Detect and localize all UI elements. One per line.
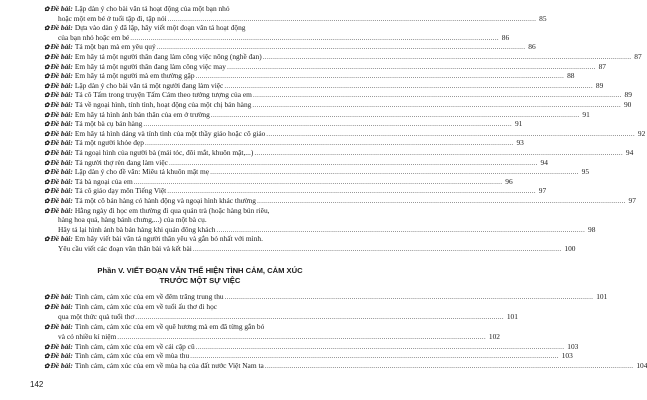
toc-entry — [44, 351, 573, 361]
entry-marker — [44, 342, 73, 352]
entry-page-number: 93 — [516, 138, 524, 148]
dot-leader — [224, 81, 593, 90]
entry-title: Em hãy viết bài văn tả người thân yêu và gắn bó nhất với mình. — [74, 234, 263, 244]
flower-bullet-icon: ✿ — [44, 140, 50, 148]
entry-page-number: 85 — [539, 13, 547, 23]
dot-leader — [253, 90, 622, 99]
entry-title: Tình cảm, cảm xúc của em về cái cặp cũ — [74, 341, 195, 351]
entry-page-number: 103 — [561, 351, 573, 361]
entry-page-number: 94 — [540, 157, 548, 167]
flower-bullet-icon: ✿ — [44, 198, 50, 205]
entry-page-number: 103 — [567, 341, 579, 351]
entry-title: Tả một người khỏe đẹp — [74, 138, 144, 148]
entry-marker-label: Đề bài: — [50, 42, 73, 52]
toc-entry — [44, 32, 510, 42]
dot-leader — [254, 148, 623, 157]
entry-title: Tả một bà cụ bán hàng — [74, 119, 143, 129]
flower-bullet-icon: ✿ — [44, 92, 50, 100]
entry-marker — [44, 351, 73, 361]
entry-title: Tình cảm, cảm xúc của em về mùa thu — [74, 351, 190, 361]
flower-bullet-icon: ✿ — [44, 303, 50, 311]
toc-entry — [44, 341, 579, 352]
dot-leader — [265, 361, 634, 370]
entry-marker-label: Đề bài: — [50, 341, 73, 351]
entry-page-number: 89 — [595, 80, 604, 90]
entry-title: qua một thức quà tuổi thơ — [58, 311, 135, 321]
entry-page-number: 92 — [637, 128, 646, 138]
entry-page-number: 101 — [596, 292, 608, 301]
entry-title: Tả cô Tấm trong truyện Tấm Cám theo tưởng tượng của em — [74, 90, 252, 100]
flower-bullet-icon: ✿ — [44, 82, 50, 90]
entry-title: Yêu cầu viết các đoạn văn thân bài và kết bài — [58, 244, 192, 253]
flower-bullet-icon: ✿ — [44, 25, 50, 33]
entry-marker-label: Đề bài: — [50, 176, 73, 186]
dot-leader — [157, 42, 526, 51]
entry-page-number: 104 — [636, 361, 647, 371]
entry-marker-label: Đề bài: — [50, 128, 73, 138]
entry-marker — [44, 322, 73, 332]
entry-page-number: 98 — [588, 224, 596, 234]
dot-leader — [266, 129, 635, 138]
entry-marker-label: Đề bài: — [50, 205, 73, 215]
entry-marker-label: Đề bài: — [50, 292, 73, 301]
dot-leader — [169, 158, 538, 167]
dot-leader — [211, 110, 580, 119]
entry-page-number: 91 — [582, 109, 590, 119]
entry-page-number: 86 — [528, 42, 536, 52]
entry-title: Hãy tả lại hình ảnh bà bán hàng khi quán đông khách — [58, 224, 216, 234]
entry-marker-label: Đề bài: — [50, 234, 73, 244]
entry-marker-label: Đề bài: — [50, 4, 73, 13]
flower-bullet-icon: ✿ — [44, 343, 50, 351]
flower-bullet-icon: ✿ — [44, 54, 50, 61]
flower-bullet-icon: ✿ — [44, 323, 50, 331]
entry-title: Lập dàn ý cho bài văn tả hoạt động của một bạn nhỏ — [74, 4, 230, 13]
entry-page-number: 97 — [538, 186, 547, 196]
entry-marker-label: Đề bài: — [50, 71, 73, 81]
entry-marker-label: Đề bài: — [50, 52, 73, 61]
entry-title: Em hãy tả hình ảnh bản thân của em ở trường — [74, 109, 210, 119]
entry-page-number: 96 — [505, 176, 513, 186]
entry-marker-label: Đề bài: — [50, 157, 73, 167]
flower-bullet-icon: ✿ — [44, 169, 50, 177]
entry-marker-label: Đề bài: — [50, 148, 73, 157]
dot-leader — [193, 244, 562, 253]
toc-entry — [44, 292, 608, 302]
flower-bullet-icon: ✿ — [44, 294, 50, 301]
entry-marker-label: Đề bài: — [50, 80, 73, 90]
dot-leader — [167, 186, 536, 195]
dot-leader — [134, 177, 503, 186]
dot-leader — [145, 138, 514, 147]
flower-bullet-icon: ✿ — [44, 63, 50, 71]
entry-marker — [44, 302, 73, 312]
entry-marker-label: Đề bài: — [50, 61, 73, 71]
dot-leader — [227, 62, 596, 71]
entry-page-number: 94 — [625, 148, 634, 157]
entry-marker — [44, 361, 73, 371]
flower-bullet-icon: ✿ — [44, 44, 50, 52]
dot-leader — [135, 312, 504, 321]
dot-leader — [252, 100, 621, 109]
entry-title: Tình cảm, cảm xúc của em về quê hương mà em đã từng gắn bó — [74, 321, 265, 331]
flower-bullet-icon: ✿ — [44, 111, 50, 119]
entry-marker-label: Đề bài: — [50, 351, 73, 361]
entry-title: hàng hoa quả, hàng bánh chưng,...) của một bà cụ. — [58, 215, 207, 225]
toc-entry — [44, 322, 358, 332]
toc-entry — [44, 331, 500, 341]
entry-marker-label: Đề bài: — [50, 23, 73, 33]
dot-leader — [210, 167, 579, 176]
entry-title: Tả một cô bán hàng có hành động và ngoại hình khác thường — [74, 196, 256, 205]
dot-leader — [196, 342, 565, 351]
entry-title: Tả người thợ rèn đang làm việc — [74, 157, 168, 167]
toc-entry — [44, 224, 596, 234]
flower-bullet-icon: ✿ — [44, 188, 50, 196]
entry-title: Tình cảm, cảm xúc của em về tuổi ấu thơ đi học — [74, 301, 218, 311]
entry-title: hoặc một em bé ở tuổi tập đi, tập nói — [58, 13, 167, 23]
toc-entry — [44, 311, 518, 321]
entry-title: và có nhiều kỉ niệm — [58, 331, 117, 341]
section-title-line1: Phần V. VIẾT ĐOẠN VĂN THỂ HIỆN TÌNH CẢM, CẢM XÚC — [97, 266, 303, 275]
flower-bullet-icon: ✿ — [44, 207, 50, 215]
entry-marker-label: Đề bài: — [50, 186, 73, 196]
entry-title: Lập dàn ý cho bài văn tả một người đang làm việc — [74, 80, 224, 90]
entry-title: Tình cảm, cảm xúc của em về mùa hạ của đất nước Việt Nam ta — [74, 361, 264, 371]
flower-bullet-icon: ✿ — [44, 102, 50, 109]
entry-title: Tả ngoại hình của người bà (mái tóc, đôi mắt, khuôn mặt,...) — [74, 148, 254, 157]
entry-page-number: 100 — [564, 244, 576, 253]
flower-bullet-icon: ✿ — [44, 121, 50, 129]
entry-marker-label: Đề bài: — [50, 119, 73, 129]
dot-leader — [168, 14, 537, 23]
entry-page-number: 97 — [628, 196, 636, 205]
entry-page-number: 95 — [581, 167, 590, 177]
flower-bullet-icon: ✿ — [44, 178, 50, 186]
flower-bullet-icon: ✿ — [44, 150, 50, 157]
entry-title: Tả bà ngoại của em — [74, 176, 133, 186]
entry-title: Tả về ngoại hình, tính tình, hoạt động của một chị bán hàng — [74, 100, 252, 109]
entry-page-number: 86 — [501, 32, 510, 42]
section-title-line2: TRƯỚC MỘT SỰ VIỆC — [159, 276, 241, 285]
flower-bullet-icon: ✿ — [44, 130, 50, 138]
flower-bullet-icon: ✿ — [44, 363, 50, 371]
entry-title: Tình cảm, cảm xúc của em về đêm trăng trung thu — [74, 292, 224, 301]
entry-title: Tả một bạn mà em yêu quý — [74, 42, 156, 52]
entry-marker-label: Đề bài: — [50, 90, 73, 100]
dot-leader — [196, 71, 565, 80]
entry-marker-label: Đề bài: — [50, 138, 73, 148]
entry-marker-label: Đề bài: — [50, 196, 73, 205]
entry-title: của bạn nhỏ hoặc em bé — [58, 32, 130, 42]
entry-marker-label: Đề bài: — [50, 321, 73, 331]
dot-leader — [225, 292, 594, 301]
entry-marker-label: Đề bài: — [50, 301, 73, 311]
entry-title: Lập dàn ý cho đề văn: Miêu tả khuôn mặt mẹ — [74, 167, 210, 177]
entry-page-number: 102 — [488, 331, 500, 341]
entry-page-number: 101 — [506, 311, 518, 321]
dot-leader — [117, 332, 486, 341]
page-number: 142 — [30, 380, 44, 389]
dot-leader — [143, 119, 512, 128]
flower-bullet-icon: ✿ — [44, 73, 50, 81]
entry-title: Em hãy tả hình dáng và tính tình của một thầy giáo hoặc cô giáo — [74, 128, 266, 138]
entry-title: Hằng ngày đi học em thường đi qua quán trà (hoặc hàng bún riêu, — [74, 205, 270, 215]
flower-bullet-icon: ✿ — [44, 353, 50, 361]
entry-page-number: 91 — [514, 119, 523, 129]
toc-entry — [44, 302, 358, 312]
entry-title: Em hãy tả một người thân đang làm công việc nông (nghề đan) — [74, 52, 262, 61]
flower-bullet-icon: ✿ — [44, 6, 50, 13]
toc-entry — [44, 244, 576, 253]
dot-leader — [263, 52, 632, 61]
toc-entry — [44, 361, 647, 371]
flower-bullet-icon: ✿ — [44, 236, 50, 244]
entry-page-number: 88 — [567, 71, 575, 81]
entry-title: Em hãy tả một người thân đang làm công việc may — [74, 61, 227, 71]
flower-bullet-icon: ✿ — [44, 159, 50, 167]
dot-leader — [190, 351, 559, 360]
toc-entry — [44, 215, 358, 224]
entry-marker-label: Đề bài: — [50, 167, 73, 177]
entry-page-number: 87 — [598, 61, 606, 71]
section-heading — [30, 266, 370, 286]
dot-leader — [130, 33, 499, 42]
entry-marker-label: Đề bài: — [50, 109, 73, 119]
entry-marker-label: Đề bài: — [50, 361, 73, 371]
dot-leader — [257, 196, 626, 205]
entry-title: Tả cô giáo dạy môn Tiếng Việt — [74, 186, 167, 196]
entry-marker-label: Đề bài: — [50, 100, 73, 109]
dot-leader — [216, 225, 585, 234]
entry-page-number: 87 — [634, 52, 642, 61]
entry-title: Dựa vào dàn ý đã lập, hãy viết một đoạn văn tả hoạt động — [74, 23, 246, 33]
entry-page-number: 89 — [624, 90, 632, 100]
entry-marker — [44, 292, 73, 302]
entry-page-number: 90 — [623, 100, 632, 109]
entry-title: Em hãy tả một người mà em thường gặp — [74, 71, 195, 81]
toc-entry — [44, 13, 547, 23]
